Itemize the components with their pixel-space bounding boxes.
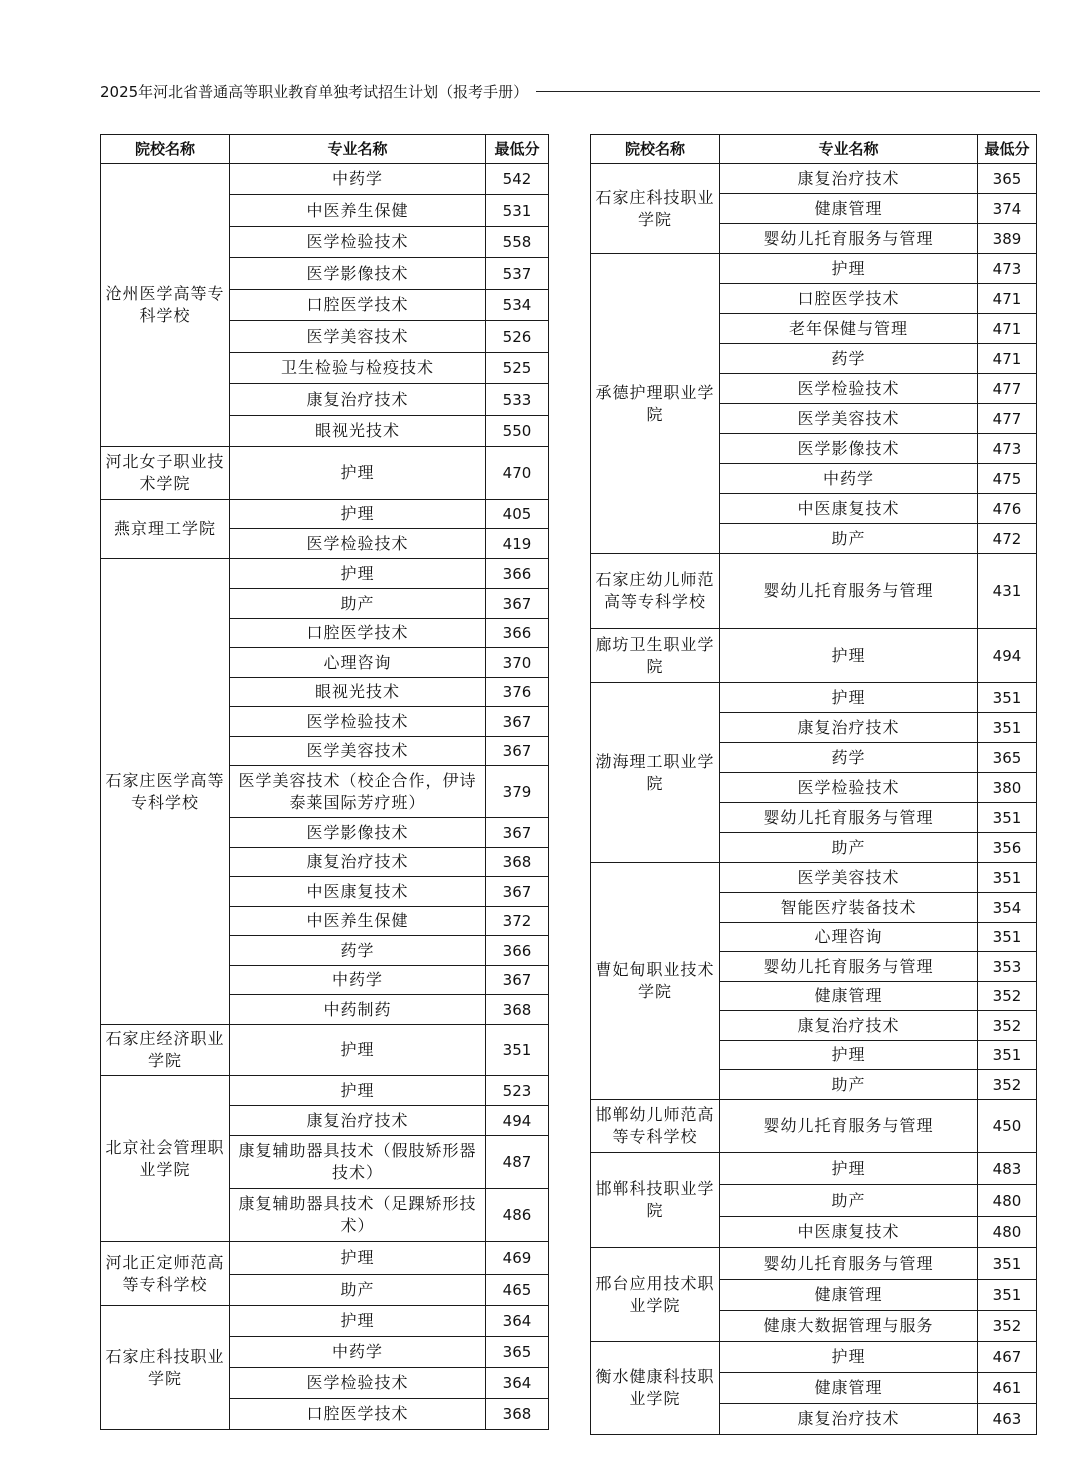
major-name-cell: 婴幼儿托育服务与管理: [720, 952, 978, 982]
school-name-cell: 石家庄科技职业学院: [591, 164, 720, 254]
major-name-cell: 口腔医学技术: [230, 619, 486, 648]
major-name-cell: 医学美容技术（校企合作，伊诗泰莱国际芳疗班）: [230, 766, 486, 818]
major-name-cell: 护理: [230, 1076, 486, 1106]
major-name-cell: 药学: [720, 743, 978, 773]
table-row: [591, 1100, 1037, 1153]
min-score-cell: 366: [486, 936, 549, 966]
major-name-cell: 医学检验技术: [230, 1368, 486, 1399]
min-score-cell: 364: [486, 1306, 549, 1337]
min-score-cell: 367: [486, 707, 549, 737]
min-score-cell: 365: [486, 1337, 549, 1368]
min-score-cell: 483: [978, 1153, 1037, 1185]
min-score-cell: 356: [978, 833, 1037, 863]
major-name-cell: 康复治疗技术: [720, 164, 978, 194]
col-header-score: 最低分: [978, 135, 1037, 164]
min-score-cell: 379: [486, 766, 549, 818]
right-admission-table: [590, 134, 1037, 1435]
major-name-cell: 助产: [720, 1185, 978, 1217]
table-row: [591, 254, 1037, 284]
min-score-cell: 531: [486, 195, 549, 227]
major-name-cell: 中医养生保健: [230, 195, 486, 227]
major-name-cell: 护理: [230, 559, 486, 589]
school-name-cell: 邢台应用技术职业学院: [591, 1248, 720, 1342]
min-score-cell: 471: [978, 344, 1037, 374]
major-name-cell: 婴幼儿托育服务与管理: [720, 224, 978, 254]
min-score-cell: 351: [486, 1025, 549, 1076]
min-score-cell: 525: [486, 353, 549, 384]
school-name-cell: 沧州医学高等专科学校: [101, 164, 230, 447]
major-name-cell: 康复治疗技术: [230, 1106, 486, 1136]
min-score-cell: 365: [978, 743, 1037, 773]
page-title: 2025年河北省普通高等职业教育单独考试招生计划（报考手册）: [100, 82, 529, 101]
min-score-cell: 352: [978, 1070, 1037, 1100]
major-name-cell: 护理: [230, 1025, 486, 1076]
min-score-cell: 475: [978, 464, 1037, 494]
major-name-cell: 助产: [720, 1070, 978, 1100]
table-row: [591, 1248, 1037, 1280]
major-name-cell: 心理咨询: [230, 648, 486, 678]
table-row: [101, 447, 549, 500]
major-name-cell: 护理: [230, 1242, 486, 1275]
major-name-cell: 康复辅助器具技术（足踝矫形技术）: [230, 1189, 486, 1242]
major-name-cell: 心理咨询: [720, 923, 978, 952]
table-row: [591, 554, 1037, 629]
major-name-cell: 助产: [720, 833, 978, 863]
major-name-cell: 护理: [720, 629, 978, 683]
school-name-cell: 承德护理职业学院: [591, 254, 720, 554]
col-header-school: 院校名称: [101, 135, 230, 164]
min-score-cell: 370: [486, 648, 549, 678]
min-score-cell: 374: [978, 194, 1037, 224]
min-score-cell: 487: [486, 1136, 549, 1189]
min-score-cell: 470: [486, 447, 549, 500]
school-name-cell: 曹妃甸职业技术学院: [591, 863, 720, 1100]
major-name-cell: 医学检验技术: [720, 374, 978, 404]
school-name-cell: 邯郸幼儿师范高等专科学校: [591, 1100, 720, 1153]
major-name-cell: 中医康复技术: [720, 1217, 978, 1248]
major-name-cell: 护理: [720, 1041, 978, 1070]
col-header-school: 院校名称: [591, 135, 720, 164]
min-score-cell: 351: [978, 803, 1037, 833]
left-admission-table: [100, 134, 549, 1430]
major-name-cell: 健康管理: [720, 1373, 978, 1404]
min-score-cell: 480: [978, 1217, 1037, 1248]
min-score-cell: 364: [486, 1368, 549, 1399]
major-name-cell: 护理: [230, 447, 486, 500]
min-score-cell: 558: [486, 227, 549, 258]
min-score-cell: 367: [486, 877, 549, 907]
major-name-cell: 中医康复技术: [230, 877, 486, 907]
min-score-cell: 351: [978, 1041, 1037, 1070]
table-row: [591, 1153, 1037, 1185]
school-name-cell: 石家庄科技职业学院: [101, 1306, 230, 1430]
major-name-cell: 中药学: [230, 164, 486, 195]
min-score-cell: 486: [486, 1189, 549, 1242]
min-score-cell: 351: [978, 1248, 1037, 1280]
col-header-major: 专业名称: [720, 135, 978, 164]
major-name-cell: 助产: [230, 589, 486, 619]
table-header-row: [591, 135, 1037, 164]
major-name-cell: 口腔医学技术: [720, 284, 978, 314]
table-row: [101, 1076, 549, 1106]
school-name-cell: 石家庄经济职业学院: [101, 1025, 230, 1076]
min-score-cell: 471: [978, 314, 1037, 344]
min-score-cell: 494: [978, 629, 1037, 683]
school-name-cell: 衡水健康科技职业学院: [591, 1342, 720, 1435]
min-score-cell: 537: [486, 258, 549, 290]
min-score-cell: 477: [978, 374, 1037, 404]
min-score-cell: 471: [978, 284, 1037, 314]
major-name-cell: 中药制药: [230, 995, 486, 1025]
table-row: [101, 559, 549, 589]
table-row: [101, 1025, 549, 1076]
min-score-cell: 534: [486, 290, 549, 321]
min-score-cell: 368: [486, 848, 549, 877]
min-score-cell: 494: [486, 1106, 549, 1136]
min-score-cell: 367: [486, 737, 549, 766]
min-score-cell: 368: [486, 1399, 549, 1430]
major-name-cell: 助产: [230, 1275, 486, 1306]
major-name-cell: 医学影像技术: [720, 434, 978, 464]
min-score-cell: 368: [486, 995, 549, 1025]
page-header: [100, 80, 1040, 102]
min-score-cell: 366: [486, 619, 549, 648]
major-name-cell: 护理: [720, 683, 978, 713]
major-name-cell: 医学检验技术: [230, 529, 486, 559]
school-name-cell: 石家庄幼儿师范高等专科学校: [591, 554, 720, 629]
min-score-cell: 367: [486, 589, 549, 619]
min-score-cell: 351: [978, 683, 1037, 713]
min-score-cell: 465: [486, 1275, 549, 1306]
min-score-cell: 463: [978, 1404, 1037, 1435]
major-name-cell: 智能医疗装备技术: [720, 893, 978, 923]
min-score-cell: 352: [978, 1011, 1037, 1041]
major-name-cell: 康复辅助器具技术（假肢矫形器技术）: [230, 1136, 486, 1189]
min-score-cell: 550: [486, 416, 549, 447]
table-row: [591, 1342, 1037, 1373]
major-name-cell: 医学检验技术: [720, 773, 978, 803]
min-score-cell: 467: [978, 1342, 1037, 1373]
table-row: [101, 164, 549, 195]
min-score-cell: 419: [486, 529, 549, 559]
min-score-cell: 389: [978, 224, 1037, 254]
table-row: [591, 683, 1037, 713]
major-name-cell: 康复治疗技术: [720, 1011, 978, 1041]
min-score-cell: 477: [978, 404, 1037, 434]
min-score-cell: 351: [978, 713, 1037, 743]
school-name-cell: 邯郸科技职业学院: [591, 1153, 720, 1248]
major-name-cell: 中药学: [230, 1337, 486, 1368]
major-name-cell: 医学检验技术: [230, 707, 486, 737]
major-name-cell: 婴幼儿托育服务与管理: [720, 1248, 978, 1280]
major-name-cell: 婴幼儿托育服务与管理: [720, 1100, 978, 1153]
major-name-cell: 助产: [720, 524, 978, 554]
major-name-cell: 老年保健与管理: [720, 314, 978, 344]
major-name-cell: 眼视光技术: [230, 678, 486, 707]
major-name-cell: 中药学: [230, 966, 486, 995]
major-name-cell: 医学美容技术: [230, 737, 486, 766]
school-name-cell: 河北女子职业技术学院: [101, 447, 230, 500]
major-name-cell: 卫生检验与检疫技术: [230, 353, 486, 384]
min-score-cell: 351: [978, 923, 1037, 952]
major-name-cell: 医学影像技术: [230, 818, 486, 848]
min-score-cell: 526: [486, 321, 549, 353]
school-name-cell: 河北正定师范高等专科学校: [101, 1242, 230, 1306]
table-row: [101, 1242, 549, 1275]
min-score-cell: 376: [486, 678, 549, 707]
min-score-cell: 351: [978, 863, 1037, 893]
major-name-cell: 药学: [720, 344, 978, 374]
major-name-cell: 口腔医学技术: [230, 290, 486, 321]
major-name-cell: 健康大数据管理与服务: [720, 1311, 978, 1342]
min-score-cell: 472: [978, 524, 1037, 554]
min-score-cell: 461: [978, 1373, 1037, 1404]
major-name-cell: 护理: [720, 1342, 978, 1373]
table-row: [591, 629, 1037, 683]
major-name-cell: 健康管理: [720, 1280, 978, 1311]
major-name-cell: 中医康复技术: [720, 494, 978, 524]
min-score-cell: 380: [978, 773, 1037, 803]
major-name-cell: 护理: [720, 254, 978, 284]
min-score-cell: 352: [978, 982, 1037, 1011]
min-score-cell: 354: [978, 893, 1037, 923]
school-name-cell: 石家庄医学高等专科学校: [101, 559, 230, 1025]
major-name-cell: 医学美容技术: [230, 321, 486, 353]
table-row: [101, 1306, 549, 1337]
header-rule: [536, 91, 1040, 92]
min-score-cell: 367: [486, 818, 549, 848]
min-score-cell: 351: [978, 1280, 1037, 1311]
major-name-cell: 眼视光技术: [230, 416, 486, 447]
min-score-cell: 431: [978, 554, 1037, 629]
table-row: [101, 500, 549, 529]
major-name-cell: 健康管理: [720, 194, 978, 224]
major-name-cell: 健康管理: [720, 982, 978, 1011]
min-score-cell: 352: [978, 1311, 1037, 1342]
min-score-cell: 523: [486, 1076, 549, 1106]
major-name-cell: 医学检验技术: [230, 227, 486, 258]
major-name-cell: 中医养生保健: [230, 907, 486, 936]
min-score-cell: 405: [486, 500, 549, 529]
min-score-cell: 473: [978, 254, 1037, 284]
major-name-cell: 护理: [230, 500, 486, 529]
table-header-row: [101, 135, 549, 164]
min-score-cell: 480: [978, 1185, 1037, 1217]
major-name-cell: 康复治疗技术: [720, 713, 978, 743]
min-score-cell: 450: [978, 1100, 1037, 1153]
min-score-cell: 372: [486, 907, 549, 936]
min-score-cell: 367: [486, 966, 549, 995]
major-name-cell: 口腔医学技术: [230, 1399, 486, 1430]
min-score-cell: 542: [486, 164, 549, 195]
col-header-major: 专业名称: [230, 135, 486, 164]
major-name-cell: 医学美容技术: [720, 404, 978, 434]
table-row: [591, 863, 1037, 893]
major-name-cell: 康复治疗技术: [230, 384, 486, 416]
school-name-cell: 燕京理工学院: [101, 500, 230, 559]
major-name-cell: 婴幼儿托育服务与管理: [720, 803, 978, 833]
school-name-cell: 廊坊卫生职业学院: [591, 629, 720, 683]
min-score-cell: 365: [978, 164, 1037, 194]
major-name-cell: 婴幼儿托育服务与管理: [720, 554, 978, 629]
major-name-cell: 药学: [230, 936, 486, 966]
min-score-cell: 366: [486, 559, 549, 589]
min-score-cell: 473: [978, 434, 1037, 464]
major-name-cell: 中药学: [720, 464, 978, 494]
school-name-cell: 北京社会管理职业学院: [101, 1076, 230, 1242]
min-score-cell: 353: [978, 952, 1037, 982]
school-name-cell: 渤海理工职业学院: [591, 683, 720, 863]
major-name-cell: 康复治疗技术: [720, 1404, 978, 1435]
min-score-cell: 476: [978, 494, 1037, 524]
col-header-score: 最低分: [486, 135, 549, 164]
major-name-cell: 医学美容技术: [720, 863, 978, 893]
major-name-cell: 护理: [720, 1153, 978, 1185]
major-name-cell: 康复治疗技术: [230, 848, 486, 877]
major-name-cell: 医学影像技术: [230, 258, 486, 290]
min-score-cell: 469: [486, 1242, 549, 1275]
min-score-cell: 533: [486, 384, 549, 416]
major-name-cell: 护理: [230, 1306, 486, 1337]
table-row: [591, 164, 1037, 194]
